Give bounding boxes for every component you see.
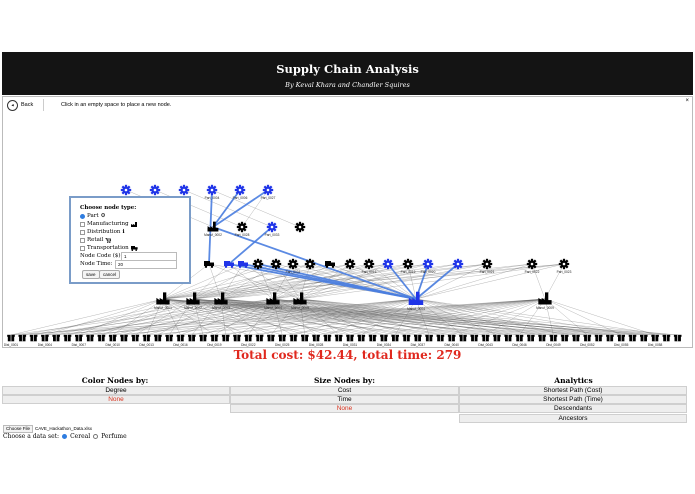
- distribution-node[interactable]: [584, 335, 592, 342]
- node-label: Part_0033: [264, 233, 280, 237]
- distribution-node[interactable]: [120, 335, 128, 342]
- type-option-manufacturing[interactable]: [80, 221, 137, 227]
- color-nodes-header: Color Nodes by:: [81, 376, 149, 385]
- distribution-node[interactable]: [245, 335, 253, 342]
- app-title: Supply Chain Analysis: [276, 62, 419, 76]
- node-label: Dist_0025: [275, 343, 290, 347]
- node-label: Dist_0031: [342, 343, 358, 347]
- distribution-node[interactable]: [30, 335, 38, 342]
- part-node[interactable]: [527, 259, 537, 269]
- distribution-node[interactable]: [301, 335, 309, 342]
- node-label: Part_0019: [400, 270, 416, 274]
- distribution-node[interactable]: [504, 335, 512, 342]
- node-label: Manuf_0002: [204, 233, 222, 237]
- size-by-none-button[interactable]: None: [230, 404, 459, 413]
- cereal-label: Cereal: [70, 433, 91, 440]
- distribution-node[interactable]: [663, 335, 671, 342]
- distribution-node[interactable]: [64, 335, 72, 342]
- distribution-node[interactable]: [132, 335, 140, 342]
- graph-edge: [212, 190, 300, 227]
- back-icon: ◀: [7, 100, 18, 111]
- node-label: Manuf_0005: [291, 306, 309, 310]
- part-node[interactable]: [345, 259, 355, 269]
- part-node[interactable]: [482, 259, 492, 269]
- distribution-node[interactable]: [674, 335, 682, 342]
- gear-icon: ⚙: [100, 213, 106, 219]
- distribution-node[interactable]: [188, 335, 196, 342]
- distribution-node[interactable]: [538, 335, 546, 342]
- node-time-input[interactable]: 20: [115, 260, 177, 269]
- distribution-node[interactable]: [98, 335, 106, 342]
- distribution-node[interactable]: [391, 335, 399, 342]
- app-subtitle: By Keval Khara and Chandler Squires: [285, 81, 410, 89]
- node-label: Part_0031: [285, 270, 301, 274]
- transport-node[interactable]: [325, 261, 335, 268]
- distribution-node[interactable]: [199, 335, 207, 342]
- back-label: Back: [21, 102, 34, 108]
- perfume-radio[interactable]: [93, 434, 98, 439]
- descendants-button[interactable]: Descendants: [459, 404, 687, 413]
- type-option-part[interactable]: [80, 213, 106, 219]
- distribution-node[interactable]: [75, 335, 83, 342]
- distribution-node[interactable]: [425, 335, 433, 342]
- graph-edge: [193, 299, 576, 335]
- part-node[interactable]: [453, 259, 463, 269]
- node-label: Dist_0001: [3, 343, 19, 347]
- distribution-node[interactable]: [482, 335, 490, 342]
- distribution-node[interactable]: [177, 335, 185, 342]
- part-node[interactable]: [237, 222, 247, 232]
- shortest-path-cost-button[interactable]: Shortest Path (Cost): [459, 386, 687, 395]
- node-label: Manuf_0003: [212, 306, 230, 310]
- distribution-node[interactable]: [629, 335, 637, 342]
- node-label: Manuf_0004: [407, 307, 425, 311]
- close-icon[interactable]: ×: [685, 98, 689, 104]
- distribution-node[interactable]: [312, 335, 320, 342]
- size-nodes-header: Size Nodes by:: [314, 376, 375, 385]
- node-label: Dist_0058: [647, 343, 663, 347]
- node-label: Part_0027: [260, 196, 276, 200]
- node-label: Dist_0055: [614, 343, 629, 347]
- node-label: Manuf_0004: [264, 306, 282, 310]
- distribution-node[interactable]: [640, 335, 648, 342]
- distribution-node[interactable]: [290, 335, 298, 342]
- distribution-node[interactable]: [369, 335, 377, 342]
- distribution-node[interactable]: [165, 335, 173, 342]
- node-label: Dist_0010: [105, 343, 120, 347]
- manufacturing-checkbox[interactable]: [80, 222, 85, 227]
- node-label: Dist_0007: [71, 343, 86, 347]
- distribution-node[interactable]: [154, 335, 162, 342]
- graph-edge: [221, 299, 395, 335]
- part-node[interactable]: [150, 185, 160, 195]
- part-node[interactable]: [295, 222, 305, 232]
- distribution-node[interactable]: [617, 335, 625, 342]
- node-label: Manuf_0001: [154, 306, 172, 310]
- factory-icon: [131, 222, 137, 227]
- cancel-button[interactable]: cancel: [99, 270, 120, 279]
- node-label: Dist_0019: [207, 343, 222, 347]
- graph-edge: [68, 299, 194, 335]
- node-code-label: Node Code ($):: [80, 253, 123, 259]
- toolbar-separator: [43, 99, 44, 111]
- distribution-node[interactable]: [211, 335, 219, 342]
- perfume-label: Perfume: [101, 433, 127, 440]
- part-radio[interactable]: [80, 214, 85, 219]
- truck-icon: [131, 246, 138, 251]
- part-node[interactable]: [383, 259, 393, 269]
- node-label: Part_0022: [524, 270, 540, 274]
- back-button[interactable]: [7, 100, 33, 110]
- distribution-node[interactable]: [471, 335, 479, 342]
- distribution-node[interactable]: [459, 335, 467, 342]
- manufacturing-node[interactable]: [538, 292, 551, 304]
- distribution-node[interactable]: [561, 335, 569, 342]
- cereal-radio[interactable]: [62, 434, 67, 439]
- distribution-node[interactable]: [550, 335, 558, 342]
- distribution-node[interactable]: [7, 335, 15, 342]
- dataset-selector: [3, 433, 127, 440]
- node-label: Part_0004: [204, 196, 220, 200]
- distribution-node[interactable]: [143, 335, 151, 342]
- node-label: Dist_0043: [478, 343, 493, 347]
- distribution-node[interactable]: [346, 335, 354, 342]
- distribution-node[interactable]: [86, 335, 94, 342]
- distribution-checkbox[interactable]: [80, 230, 85, 235]
- distribution-node[interactable]: [606, 335, 614, 342]
- manipulation-toolbar: [3, 97, 692, 113]
- type-label: Transportation: [87, 245, 129, 251]
- node-label: Dist_0052: [580, 343, 595, 347]
- distribution-node[interactable]: [572, 335, 580, 342]
- type-option-transportation[interactable]: [80, 245, 138, 251]
- distribution-node[interactable]: [516, 335, 524, 342]
- save-button[interactable]: save: [82, 270, 100, 279]
- retail-checkbox[interactable]: [80, 238, 85, 243]
- distribution-node[interactable]: [335, 335, 343, 342]
- node-type-popup: [69, 196, 191, 284]
- part-node[interactable]: [271, 259, 281, 269]
- ancestors-button[interactable]: Ancestors: [459, 414, 687, 423]
- node-label: Manuf_0002: [184, 306, 202, 310]
- color-by-none-button[interactable]: None: [2, 395, 230, 404]
- node-label: Dist_0049: [546, 343, 561, 347]
- shortest-path-time-button[interactable]: Shortest Path (Time): [459, 395, 687, 404]
- node-label: Dist_0037: [410, 343, 425, 347]
- dataset-label: Choose a data set:: [3, 433, 60, 440]
- size-by-time-button[interactable]: Time: [230, 395, 459, 404]
- distribution-node[interactable]: [358, 335, 366, 342]
- distribution-node[interactable]: [278, 335, 286, 342]
- node-label: Dist_0022: [241, 343, 256, 347]
- part-node[interactable]: [364, 259, 374, 269]
- distribution-node[interactable]: [256, 335, 264, 342]
- distribution-node[interactable]: [19, 335, 27, 342]
- node-code-input[interactable]: 1: [121, 252, 177, 261]
- cart-icon: [105, 238, 111, 243]
- node-label: Dist_0016: [173, 343, 188, 347]
- part-node[interactable]: [207, 185, 217, 195]
- part-node[interactable]: [267, 222, 277, 232]
- node-label: Dist_0046: [512, 343, 527, 347]
- distribution-node[interactable]: [109, 335, 117, 342]
- distribution-node[interactable]: [380, 335, 388, 342]
- choose-file-button[interactable]: Choose File: [3, 425, 33, 433]
- part-node[interactable]: [559, 259, 569, 269]
- distribution-node[interactable]: [595, 335, 603, 342]
- info-icon: ℹ: [122, 229, 125, 235]
- distribution-node[interactable]: [52, 335, 60, 342]
- part-node[interactable]: [403, 259, 413, 269]
- type-label: Part: [87, 213, 99, 219]
- node-label: Manuf_0009: [536, 306, 554, 310]
- node-label: Dist_0004: [37, 343, 53, 347]
- toolbar-hint: Click in an empty space to place a new node.: [61, 102, 172, 108]
- node-label: Dist_0013: [139, 343, 154, 347]
- distribution-node[interactable]: [233, 335, 241, 342]
- node-label: Dist_0040: [444, 343, 459, 347]
- node-label: Part_0021: [479, 270, 495, 274]
- part-node[interactable]: [235, 185, 245, 195]
- part-node[interactable]: [423, 259, 433, 269]
- distribution-node[interactable]: [651, 335, 659, 342]
- type-label: Distribution: [87, 229, 121, 235]
- type-label: Manufacturing: [87, 221, 129, 227]
- part-node[interactable]: [288, 259, 298, 269]
- part-node[interactable]: [305, 259, 315, 269]
- type-label: Retail: [87, 237, 104, 243]
- size-by-cost-button[interactable]: Cost: [230, 386, 459, 395]
- total-summary: Total cost: $42.44, total time: 279: [233, 348, 462, 362]
- part-node[interactable]: [121, 185, 131, 195]
- type-option-retail[interactable]: [80, 237, 111, 243]
- distribution-node[interactable]: [414, 335, 422, 342]
- part-node[interactable]: [253, 259, 263, 269]
- part-node[interactable]: [263, 185, 273, 195]
- analytics-header: Analytics: [554, 376, 593, 385]
- distribution-node[interactable]: [437, 335, 445, 342]
- distribution-node[interactable]: [493, 335, 501, 342]
- distribution-node[interactable]: [222, 335, 230, 342]
- color-by-degree-button[interactable]: Degree: [2, 386, 230, 395]
- distribution-node[interactable]: [324, 335, 332, 342]
- distribution-node[interactable]: [41, 335, 49, 342]
- distribution-node[interactable]: [267, 335, 275, 342]
- node-time-label: Node Time:: [80, 261, 113, 267]
- node-label: Part_0023: [556, 270, 572, 274]
- type-option-distribution[interactable]: [80, 229, 125, 235]
- graph-edge: [45, 299, 163, 335]
- chosen-file-name: CAVE_Hackathon_Data.xlsx: [35, 426, 92, 431]
- distribution-node[interactable]: [448, 335, 456, 342]
- node-label: Part_0020: [420, 270, 436, 274]
- node-label: Part_0006: [232, 196, 248, 200]
- node-label: Dist_0034: [376, 343, 392, 347]
- part-node[interactable]: [179, 185, 189, 195]
- distribution-node[interactable]: [403, 335, 411, 342]
- header-bar: [2, 52, 693, 95]
- node-label: Dist_0028: [308, 343, 324, 347]
- transportation-checkbox[interactable]: [80, 246, 85, 251]
- node-label: Part_0028: [234, 233, 250, 237]
- distribution-node[interactable]: [527, 335, 535, 342]
- node-label: Part_0016: [361, 270, 377, 274]
- popup-title: Choose node type:: [80, 205, 137, 211]
- transport-node[interactable]: [204, 261, 214, 268]
